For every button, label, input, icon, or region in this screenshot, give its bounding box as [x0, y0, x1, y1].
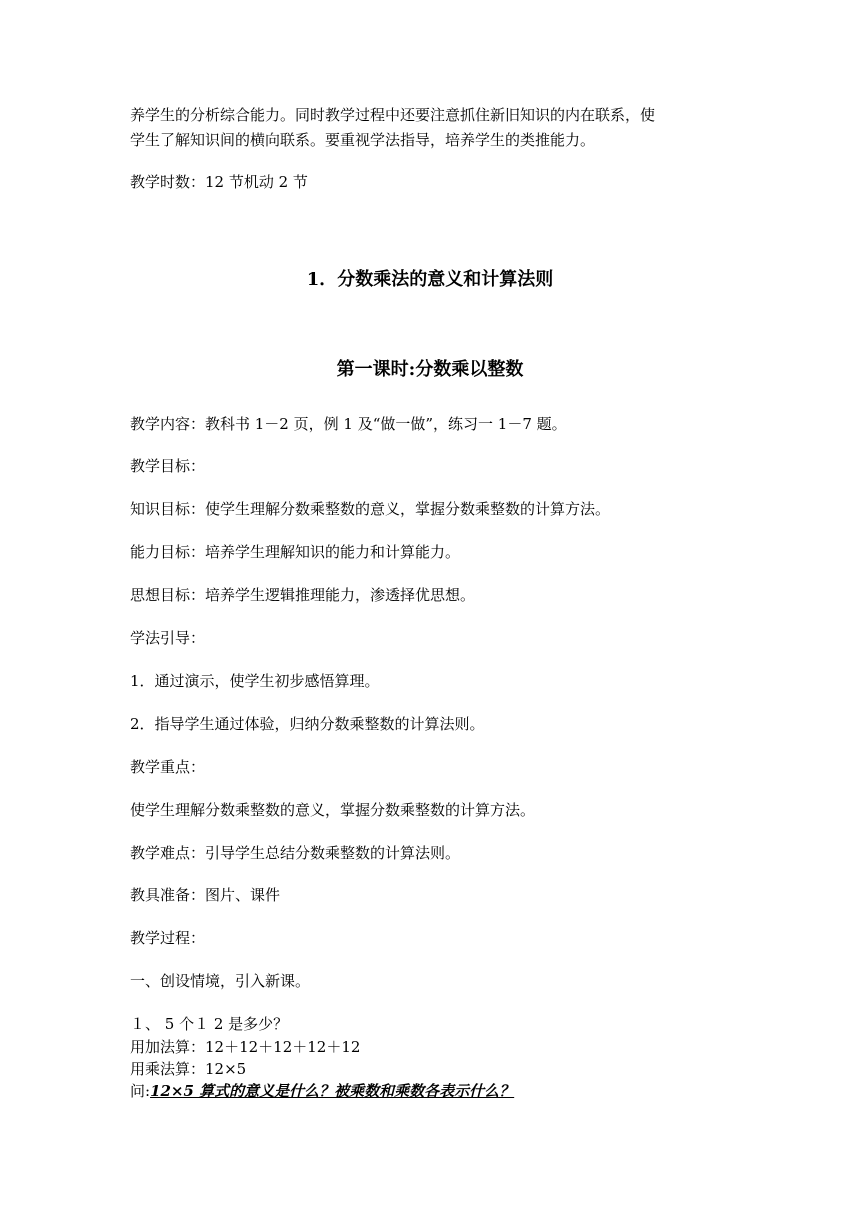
section-title: 1．分数乘法的意义和计算法则 — [306, 269, 554, 290]
key-label: 教学重点： — [130, 758, 206, 776]
teaching-content: 教学内容：教科书 1－2 页，例 1 及“做一做”，练习一 1－7 题。 — [130, 415, 567, 433]
process-step-1: 一、创设情境，引入新课。 — [130, 972, 311, 990]
lesson-title: 第一课时:分数乘以整数 — [336, 359, 524, 380]
goals-label: 教学目标： — [130, 457, 206, 475]
method-item-2: 2．指导学生通过体验，归纳分数乘整数的计算法则。 — [130, 715, 485, 733]
question-1: １、 5 个１ 2 是多少？ — [130, 1015, 289, 1033]
question-prefix: 问: — [130, 1082, 151, 1100]
ability-goal: 能力目标：培养学生理解知识的能力和计算能力。 — [130, 543, 461, 561]
process-label: 教学过程： — [130, 929, 206, 947]
question-text: 12×5 算式的意义是什么？被乘数和乘数各表示什么？ — [150, 1082, 515, 1100]
multiplication-line: 用乘法算：12×5 — [130, 1060, 247, 1078]
teaching-tools: 教具准备：图片、课件 — [130, 886, 281, 904]
method-label: 学法引导： — [130, 629, 206, 647]
difficulty: 教学难点：引导学生总结分数乘整数的计算法则。 — [130, 844, 461, 862]
thought-goal: 思想目标：培养学生逻辑推理能力，渗透择优思想。 — [130, 586, 476, 604]
key-point: 使学生理解分数乘整数的意义，掌握分数乘整数的计算方法。 — [130, 801, 536, 819]
addition-line: 用加法算：12＋12＋12＋12＋12 — [130, 1038, 361, 1056]
intro-line-2: 学生了解知识间的横向联系。要重视学法指导，培养学生的类推能力。 — [130, 131, 596, 149]
teaching-hours: 教学时数：12 节机动 2 节 — [130, 173, 308, 191]
knowledge-goal: 知识目标：使学生理解分数乘整数的意义，掌握分数乘整数的计算方法。 — [130, 500, 611, 518]
intro-line-1: 养学生的分析综合能力。同时教学过程中还要注意抓住新旧知识的内在联系，使 — [130, 106, 656, 124]
question-line — [130, 1081, 514, 1101]
method-item-1: 1．通过演示，使学生初步感悟算理。 — [130, 672, 380, 690]
